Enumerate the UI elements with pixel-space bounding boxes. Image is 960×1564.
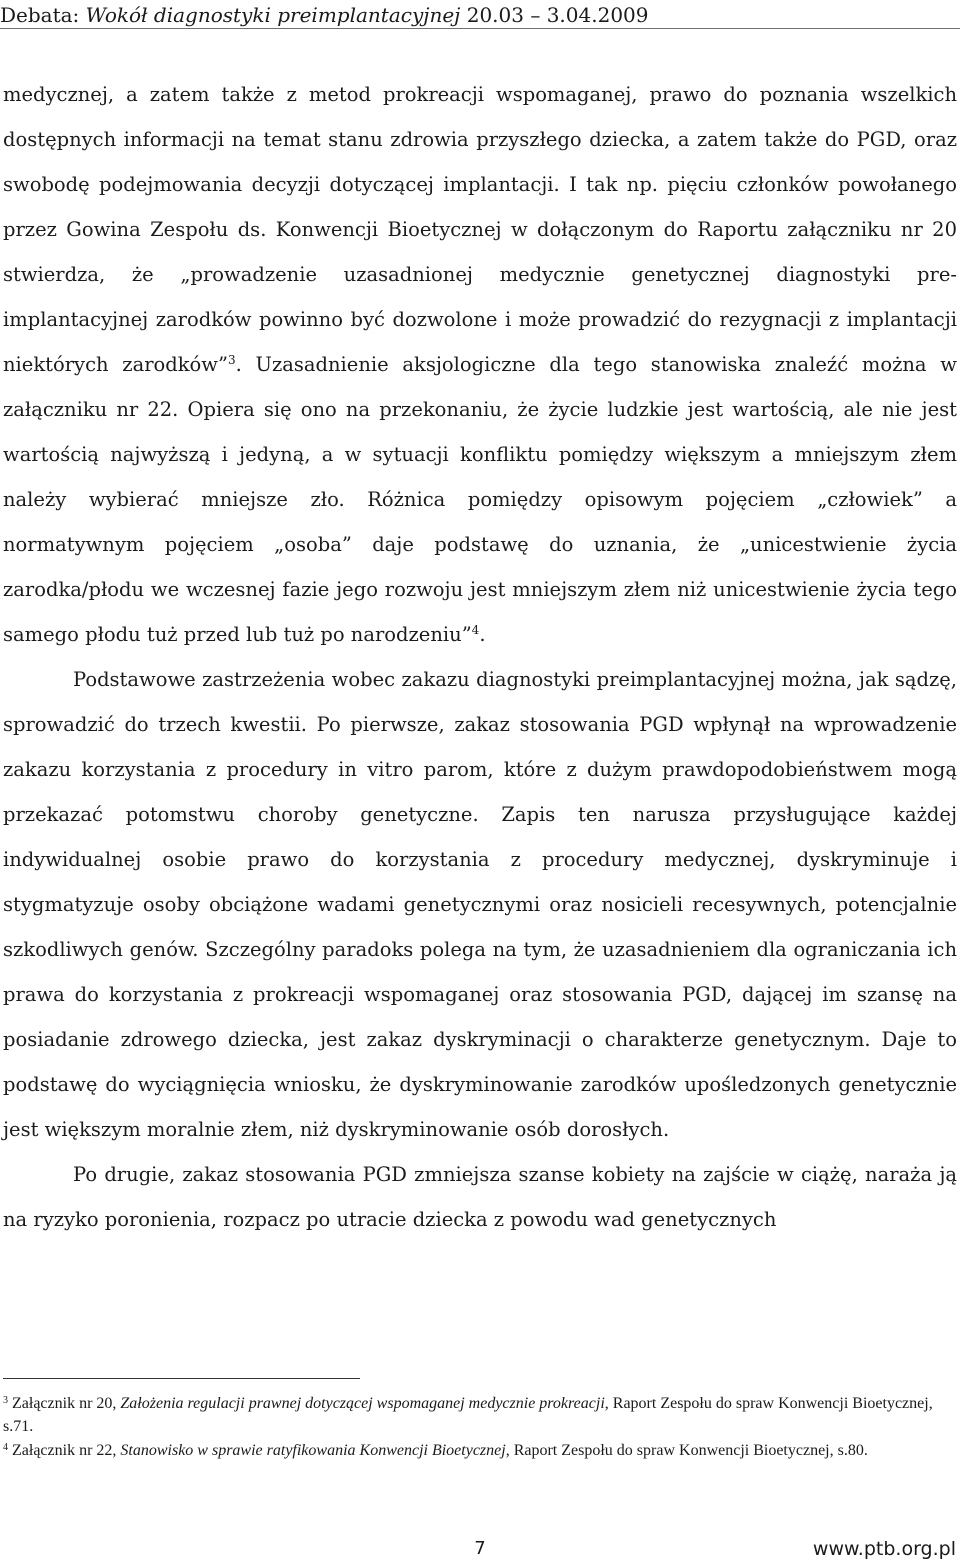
footnote-text: , Raport Zespołu do spraw Konwencji Bioetycznej, s.80. bbox=[505, 1442, 868, 1459]
header-dates: 20.03 – 3.04.2009 bbox=[460, 3, 649, 27]
paragraph-1 bbox=[3, 72, 957, 657]
footnote-3 bbox=[3, 1392, 957, 1438]
footnote-ref-4[interactable]: 4 bbox=[471, 623, 480, 637]
site-url[interactable]: www.ptb.org.pl bbox=[812, 1538, 956, 1560]
footnote-separator bbox=[3, 1378, 360, 1379]
body-text bbox=[3, 72, 957, 1242]
footnote-number: 4 bbox=[3, 1442, 8, 1453]
header-title: Wokół diagnostyki preimplantacyjnej bbox=[85, 3, 461, 27]
paragraph-2: Podstawowe zastrzeżenia wobec zakazu diagnostyki preimplantacyjnej można, jak sądzę, sprowadzić do trzech kwestii. Po pierwsze, zakaz stosowania PGD wpłynął na wprowadzenie zakazu korzystania z procedury in vitro parom, które z dużym prawdopodobieństwem mogą przekazać potomstwu choroby genetyczne. Zapis ten narusza przysługujące każdej indywidualnej osobie prawo do korzystania z procedury medycznej, dyskryminuje i stygmatyzuje osoby obciążone wadami genetycznymi oraz nosicieli recesywnych, potencjalnie szkodliwych genów. Szczególny paradoks polega na tym, że uzasadnieniem dla ograniczania ich prawa do korzystania z prokreacji wspomaganej oraz stosowania PGD, dającej im szansę na posiadanie zdrowego dziecka, jest zakaz dyskryminacji o charakterze genetycznym. Daje to podstawę do wyciągnięcia wniosku, że dyskryminowanie zarodków upośledzonych genetycznie jest większym moralnie złem, niż dyskryminowanie osób dorosłych. bbox=[3, 668, 957, 1141]
paragraph-1-part-c: . bbox=[479, 623, 486, 646]
footnote-text: Załącznik nr 20, bbox=[8, 1395, 121, 1412]
footnote-title: Stanowisko w sprawie ratyfikowania Konwencji Bioetycznej bbox=[120, 1442, 506, 1459]
footnote-ref-3[interactable]: 3 bbox=[227, 353, 236, 367]
footnote-text: Załącznik nr 22, bbox=[8, 1442, 121, 1459]
paragraph-3: Po drugie, zakaz stosowania PGD zmniejsza szanse kobiety na zajście w ciążę, naraża ją na ryzyko poronienia, rozpacz po utracie dziecka z powodu wad genetycznych bbox=[3, 1163, 957, 1231]
paragraph-1-part-b: . Uzasadnienie aksjologiczne dla tego stanowiska znaleźć można w załączniku nr 22. Opiera się ono na przekonaniu, że życie ludzkie jest wartością, ale nie jest wartością najwyższą i jedyną, a w sytuacji konfliktu pomiędzy większym a mniejszym złem należy wybierać mniejsze zło. Różnica pomiędzy opisowym pojęciem „człowiek” a normatywnym pojęciem „osoba” daje podstawę do uznania, że „unicestwienie życia zarodka/płodu we wczesnej fazie jego rozwoju jest mniejszym złem niż unicestwienie życia tego samego płodu tuż przed lub tuż po narodzeniu” bbox=[3, 353, 957, 646]
footnote-4 bbox=[3, 1439, 957, 1462]
page-number: 7 bbox=[474, 1538, 486, 1559]
footnote-number: 3 bbox=[3, 1395, 8, 1406]
footnotes bbox=[3, 1392, 957, 1463]
running-header bbox=[0, 2, 960, 29]
footnote-text: , Raport Zespołu do spraw Konwencji Bioetycznej, s.71. bbox=[3, 1395, 933, 1435]
paragraph-1-part-a: medycznej, a zatem także z metod prokreacji wspomaganej, prawo do poznania wszelkich dostępnych informacji na temat stanu zdrowia przyszłego dziecka, a zatem także do PGD, oraz swobodę podejmowania decyzji dotyczącej implantacji. I tak np. pięciu członków powołanego przez Gowina Zespołu ds. Konwencji Bioetycznej w dołączonym do Raportu załączniku nr 20 stwierdza, że „prowadzenie uzasadnionej medycznie genetycznej diagnostyki pre-implantacyjnej zarodków powinno być dozwolone i może prowadzić do rezygnacji z implantacji niektórych zarodków” bbox=[3, 83, 957, 376]
footnote-title: Założenia regulacji prawnej dotyczącej wspomaganej medycznie prokreacji bbox=[120, 1395, 605, 1412]
header-prefix: Debata: bbox=[0, 3, 86, 27]
